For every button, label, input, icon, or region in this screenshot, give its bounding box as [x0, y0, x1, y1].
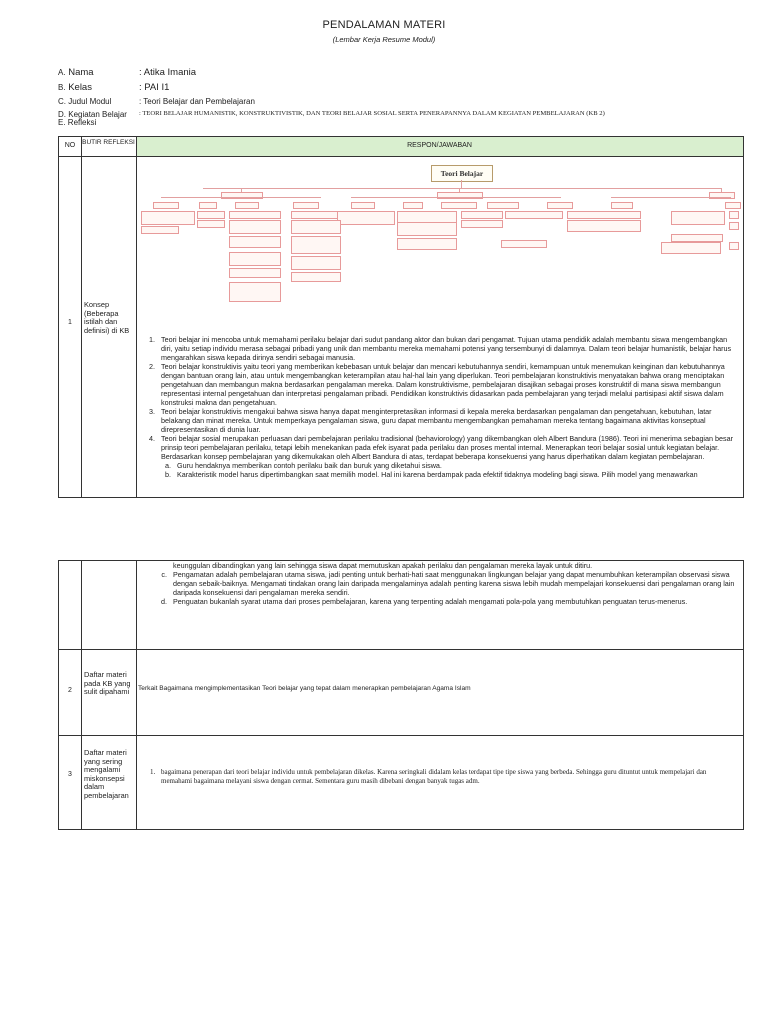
mm-node-11 [487, 202, 519, 209]
mm-node-8 [351, 202, 375, 209]
header-butir: BUTIR REFLEKSI [82, 139, 135, 146]
page-subtitle: (Lembar Kerja Resume Modul) [332, 35, 436, 44]
reflection-table [58, 136, 744, 498]
row2-no: 2 [68, 687, 72, 694]
mm-node-45 [229, 282, 281, 302]
mm-node-30 [461, 220, 503, 228]
row1-subitem-c: c. Pengamatan adalah pembelajaran utama siswa, jadi penting untuk berhati-hati saat menggunakan lingkungan belajar yang dapat menumbuhkan keterampilan observasi siswa dengan sebaik-baiknya. Mengamati tindakan orang lain daripada mengalaminya adalah penting karena siswa lebih mudah mempelajari konsekuensi dari pengalaman orang lain daripada konsekuensi dari pengalaman mereka sendiri. [169, 570, 739, 597]
field-nama-value: : Atika Imania [139, 67, 197, 78]
mm-node-5 [199, 202, 217, 209]
mm-node-27 [229, 220, 281, 234]
row1-cont-sublist [141, 570, 739, 606]
mm-node-19 [337, 211, 395, 225]
mm-node-29 [397, 222, 457, 236]
mm-node-9 [403, 202, 423, 209]
mm-node-7 [293, 202, 319, 209]
mm-node-12 [547, 202, 573, 209]
row3-no: 3 [68, 771, 72, 778]
field-key-b: B. Kelas [58, 82, 92, 93]
field-kegiatan-value: : TEORI BELAJAR HUMANISTIK, KONSTRUKTIVISTIK, DAN TEORI BELAJAR SOSIAL SERTA PENERAPANNYA DALAM KEGIATAN PEMBELAJARAN (KB 2) [139, 110, 605, 117]
mm-node-25 [729, 211, 739, 219]
field-key-a: A. Nama [58, 67, 94, 78]
mm-node-28 [291, 220, 341, 234]
row1-content [141, 335, 739, 479]
row3-content [141, 768, 739, 786]
mm-node-23 [567, 211, 641, 219]
mind-map [141, 162, 737, 332]
mm-node-6 [235, 202, 259, 209]
row1-item-4: 4. Teori belajar sosial merupakan perluasan dari pembelajaran perilaku tradisional (behaviorology) yang dikembangkan oleh Albert Bandura (1986). Teori ini menerima sebagian besar prinsip teori pembelajaran perilaku, tetapi lebih menekankan pada efek isyarat pada perilaku dan proses mental internal. Menerapkan teori belajar sosial untuk kegiatan belajar. Berdasarkan konsep pembelajaran yang dikemukakan oleh Albert Bandura di atas, terdapat beberapa konsekuensi yang harus diperhatikan dalam kegiatan pembelajaran. a. Guru hendaknya memberikan contoh perilaku baik dan buruk yang diketahui siswa. b. Karakteristik model harus dipertimbangkan saat memilih model. Hal ini karena berdampak pada efektif tidaknya modeling bagi siswa. Pilih model yang menawarkan [157, 434, 739, 479]
row1-subitem-a: a. Guru hendaknya memberikan contoh perilaku baik dan buruk yang diketahui siswa. [173, 461, 739, 470]
row1-sublist [161, 461, 739, 479]
row1-item-1: 1. Teori belajar ini mencoba untuk memahami perilaku belajar dari sudut pandang aktor dan bukan dari pengamat. Tujuan utama pendidik adalah membantu siswa mengembangkan diri, yaitu setiap individu merasa sebagai pribadi yang unik dan membantu mereka memahami potensi yang tersembunyi di dalamnya. Dalam teori belajar humanistik, belajar harus mengarahkan siswa kepada dirinya sendiri sebagai manusia. [157, 335, 739, 362]
field-key-d: D. Kegiatan Belajar [58, 110, 127, 119]
row3-item-1: 1. bagaimana penerapan dari teori belajar individu untuk pembelajaran dikelas. Karena seringkali didalam kelas terdapat tipe tipe siswa yang berbeda. Sehingga guru dituntut untuk mempelajari dan memahami bagaimana melayani siswa dengan cermat. Sementara guru masih dibebani dengan banyak tugas adm. [157, 768, 739, 786]
field-kelas-value: : PAI I1 [139, 82, 170, 93]
row1-no: 1 [68, 319, 72, 326]
mm-node-4 [153, 202, 179, 209]
mm-node-36 [291, 236, 341, 254]
mm-node-37 [397, 238, 457, 250]
mm-node-32 [729, 222, 739, 230]
mm-node-17 [229, 211, 281, 219]
mm-node-33 [141, 226, 179, 234]
mm-node-16 [197, 211, 225, 219]
mm-node-41 [229, 252, 281, 266]
mm-node-44 [291, 272, 341, 282]
mind-map-root: Teori Belajar [431, 165, 493, 182]
reflection-table-continued [58, 560, 744, 830]
row1-cont-lead: keunggulan dibandingkan yang lain sehingga siswa dapat memutuskan apakah perilaku dan pengalaman mereka layak untuk ditiru. [173, 561, 593, 570]
page-title: PENDALAMAN MATERI [322, 19, 446, 31]
row1-label: Konsep (Beberapa istilah dan definisi) di KB [84, 300, 130, 335]
mm-node-10 [441, 202, 477, 209]
field-judul-value: : Teori Belajar dan Pembelajaran [139, 97, 255, 106]
header-no: NO [64, 142, 76, 149]
mm-node-26 [197, 220, 225, 228]
header-respon: RESPON/JAWABAN [407, 142, 472, 149]
mm-node-31 [567, 220, 641, 232]
mm-node-24 [671, 211, 725, 225]
mm-node-22 [505, 211, 563, 219]
mm-node-38 [501, 240, 547, 248]
mm-node-42 [291, 256, 341, 270]
mm-node-15 [141, 211, 195, 225]
row1-item-3: 3. Teori belajar konstruktivis mengakui bahwa siswa hanya dapat menginterpretasikan informasi di kepala mereka berdasarkan pengalaman dan pengetahuan, kebutuhan, latar belakang dan minat mereka. Untuk memperkaya pengalaman siswa, guru dapat membantu mengembangkan pemahaman mereka tentang bagaimana aktivitas konseptual direpresentasikan di dunia luar. [157, 407, 739, 434]
mm-node-14 [725, 202, 741, 209]
mm-node-43 [229, 268, 281, 278]
row1-list [141, 335, 739, 479]
mm-node-13 [611, 202, 633, 209]
mm-node-40 [729, 242, 739, 250]
row1-subitem-d: d. Penguatan bukanlah syarat utama dari proses pembelajaran, karena yang terpenting adalah mengamati pola-pola yang membutuhkan penguatan terus-menerus. [169, 597, 739, 606]
field-key-e: E. Refleksi [58, 118, 97, 127]
mm-node-39 [661, 242, 721, 254]
mm-node-18 [291, 211, 341, 219]
row2-answer: Terkait Bagaimana mengimplementasikan Teori belajar yang tepat dalam menerapkan pembelajaran Agama Islam [138, 685, 471, 692]
mm-node-34 [671, 234, 723, 242]
mm-node-35 [229, 236, 281, 248]
row2-label: Daftar materi pada KB yang sulit dipahami [84, 670, 131, 696]
row1-continuation [141, 561, 739, 606]
row3-list [141, 768, 739, 786]
field-key-c: C. Judul Modul [58, 97, 112, 106]
row1-item-2: 2. Teori belajar konstruktivis yaitu teori yang memberikan kebebasan untuk belajar dan mencari kebutuhannya sendiri, kemampuan untuk menemukan keinginan dan kebutuhannya dengan bantuan orang lain, atau untuk mengembangkan keterampilan atau hal-hal lain yang diperlukan. Teori pembelajaran konstruktivis menyatakan bahwa orang menciptakan pengetahuan dan membangun makna berdasarkan pengalaman mereka. Dalam konstruktivisme, pembelajaran disajikan sebagai proses konstruktif di mana siswa membangun representasi internal pengetahuan dan interpretasi pengalaman pribadi. Pendidikan konstruktivis didasarkan pada pembelajaran yang terjadi melalui partisipasi aktif siswa dalam konstruksi makna dan pengetahuan. [157, 362, 739, 407]
row1-subitem-b: b. Karakteristik model harus dipertimbangkan saat memilih model. Hal ini karena berdampak pada efektif tidaknya modeling bagi siswa. Pilih model yang menawarkan [173, 470, 739, 479]
mm-node-21 [461, 211, 503, 219]
row3-label: Daftar materi yang sering mengalami miskonsepsi dalam pembelajaran [84, 748, 129, 800]
